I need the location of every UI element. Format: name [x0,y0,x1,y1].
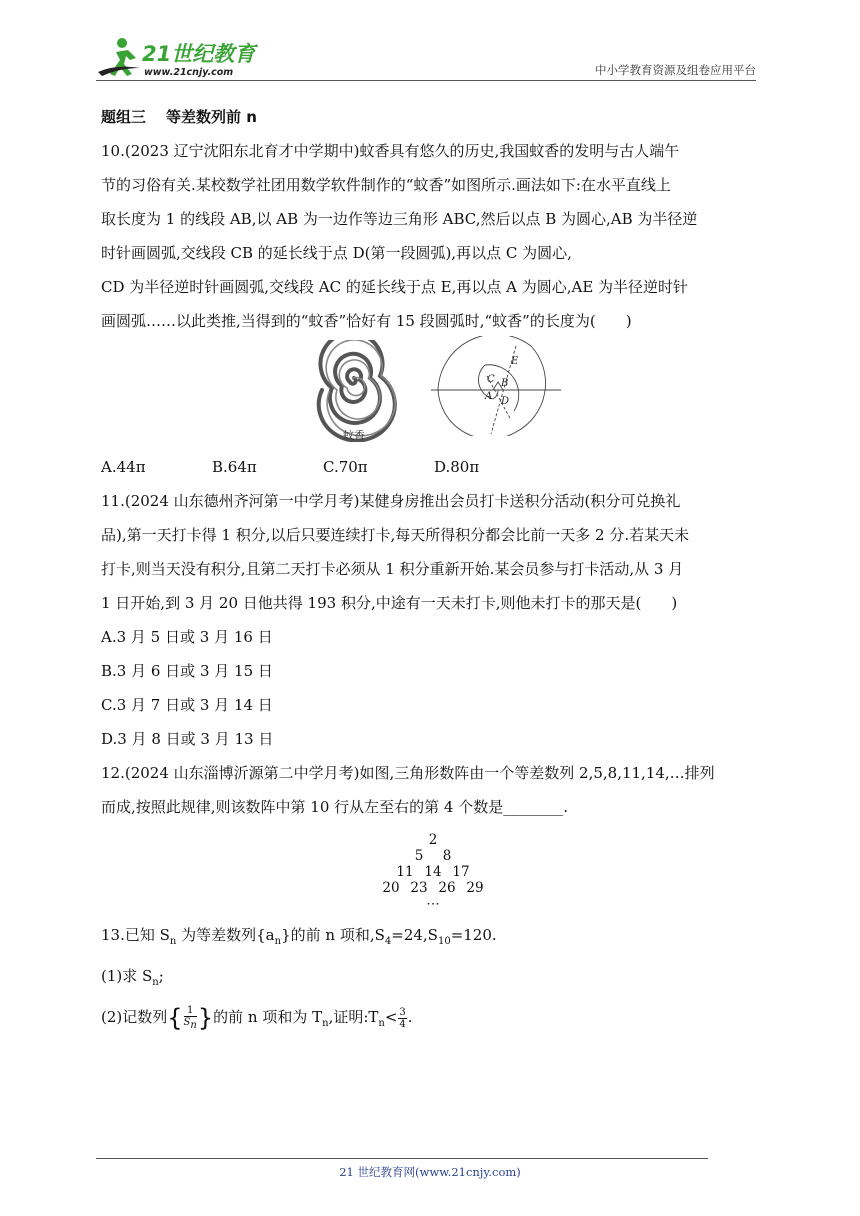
q13-part-1: (1)求 $S_n$; [101,967,164,988]
question-12 [101,756,765,912]
array-cell: 23 [410,880,428,896]
option-c: C.3 月 7 日或 3 月 14 日 [101,696,273,714]
array-cell: 29 [466,880,484,896]
option-a: A.3 月 5 日或 3 月 16 日 [101,628,273,646]
platform-name: 中小学教育资源及组卷应用平台 [595,63,756,77]
svg-text:C: C [487,374,495,385]
array-cell: 17 [452,864,470,880]
q10-figures [101,340,765,442]
main-content [101,100,765,1041]
option-b: B.3 月 6 日或 3 月 15 日 [101,662,273,680]
q11-line: 1 日开始,到 3 月 20 日他共得 193 积分,中途有一天未打卡,则他未打卡的那天是( ) [101,594,678,612]
option-d: D.3 月 8 日或 3 月 13 日 [101,730,274,748]
array-cell: 11 [396,864,414,880]
svg-text:E: E [511,356,519,367]
fraction-three-quarters: $\frac{3}{4}$ [399,1006,406,1030]
svg-text:www.21cnjy.com: www.21cnjy.com [144,67,234,78]
q10-line: 取长度为 1 的线段 AB,以 AB 为一边作等边三角形 ABC,然后以点 B 为圆心,AB 为半径逆 [101,210,698,228]
left-brace-symbol: { [167,1004,183,1032]
q10-line: CD 为半径逆时针画圆弧,交线段 AC 的延长线于点 E,再以点 A 为圆心,AE 为半径逆时针 [101,278,689,296]
array-cell: 14 [424,864,442,880]
q12-line: 12.(2024 山东淄博沂源第二中学月考)如图,三角形数阵由一个等差数列 2,5,8,11,14,…排列 [101,764,715,782]
array-ellipsis: ⋯ [426,896,440,912]
q10-line: 画圆弧……以此类推,当得到的“蚊香”恰好有 15 段圆弧时,“蚊香”的长度为( ) [101,312,632,330]
section-topic: 等差数列前 n [166,108,257,126]
arc-construction-diagram [431,336,561,436]
figure-caption: 蚊香 [343,429,365,442]
triangular-number-array [101,832,765,912]
svg-text:D: D [501,396,510,407]
array-cell: 2 [428,832,438,848]
option-c: C.70π [323,458,368,476]
option-b: B.64π [212,458,257,476]
q11-line: 品),第一天打卡得 1 积分,以后只要连续打卡,每天所得积分都会比前一天多 2 分.若某天未 [101,526,690,544]
section-title [101,100,765,134]
array-cell: 5 [414,848,424,864]
svg-text:A: A [485,391,493,402]
array-cell: 20 [382,880,400,896]
question-10 [101,134,765,484]
q13-part-2: (2)记数列{ $\frac{1}{S_n}$ }的前 n 项和为 $T_n$,证明$:T_n<$ $\frac{3}{4}$ . [101,1004,413,1032]
array-cell: 8 [442,848,452,864]
question-13 [101,918,765,1041]
svg-text:21世纪教育: 21世纪教育 [142,42,256,66]
section-label: 题组三 [101,108,147,126]
option-a: A.44π [101,458,146,476]
right-brace-symbol: } [197,1004,214,1032]
svg-text:B: B [501,378,509,389]
q12-line: 而成,按照此规律,则该数阵中第 10 行从左至右的第 4 个数是________. [101,798,569,816]
runner-icon [98,38,140,76]
option-d: D.80π [434,458,480,476]
q11-line: 打卡,则当天没有积分,且第二天打卡必须从 1 积分重新开始.某会员参与打卡活动,从 3 月 [101,560,684,578]
q10-line: 节的习俗有关.某校数学社团用数学软件制作的“蚊香”如图所示.画法如下:在水平直线上 [101,176,671,194]
footer-text: 21 世纪教育网(www.21cnjy.com) [339,1165,521,1179]
header-divider [96,80,756,81]
q10-options [101,450,765,484]
fraction-1-over-sn: $\frac{1}{S_n}$ [183,1005,197,1031]
logo-21cnjy [96,34,266,80]
array-cell: 26 [438,880,456,896]
footer-divider [96,1158,708,1159]
q10-line: 10.(2023 辽宁沈阳东北育才中学期中)蚊香具有悠久的历史,我国蚊香的发明与古人端午 [101,142,680,160]
page-header [96,34,756,80]
q10-line: 时针画圆弧,交线段 CB 的延长线于点 D(第一段圆弧),再以点 C 为圆心, [101,244,572,262]
mosquito-coil-image [298,340,408,442]
q13-stem: 13.已知 $S_n$ 为等差数列$\{a_n\}$的前 n 项和$,S_4=24,S_{10}=120$. [101,926,497,947]
q11-line: 11.(2024 山东德州齐河第一中学月考)某健身房推出会员打卡送积分活动(积分可兑换礼 [101,492,681,510]
question-11 [101,484,765,756]
